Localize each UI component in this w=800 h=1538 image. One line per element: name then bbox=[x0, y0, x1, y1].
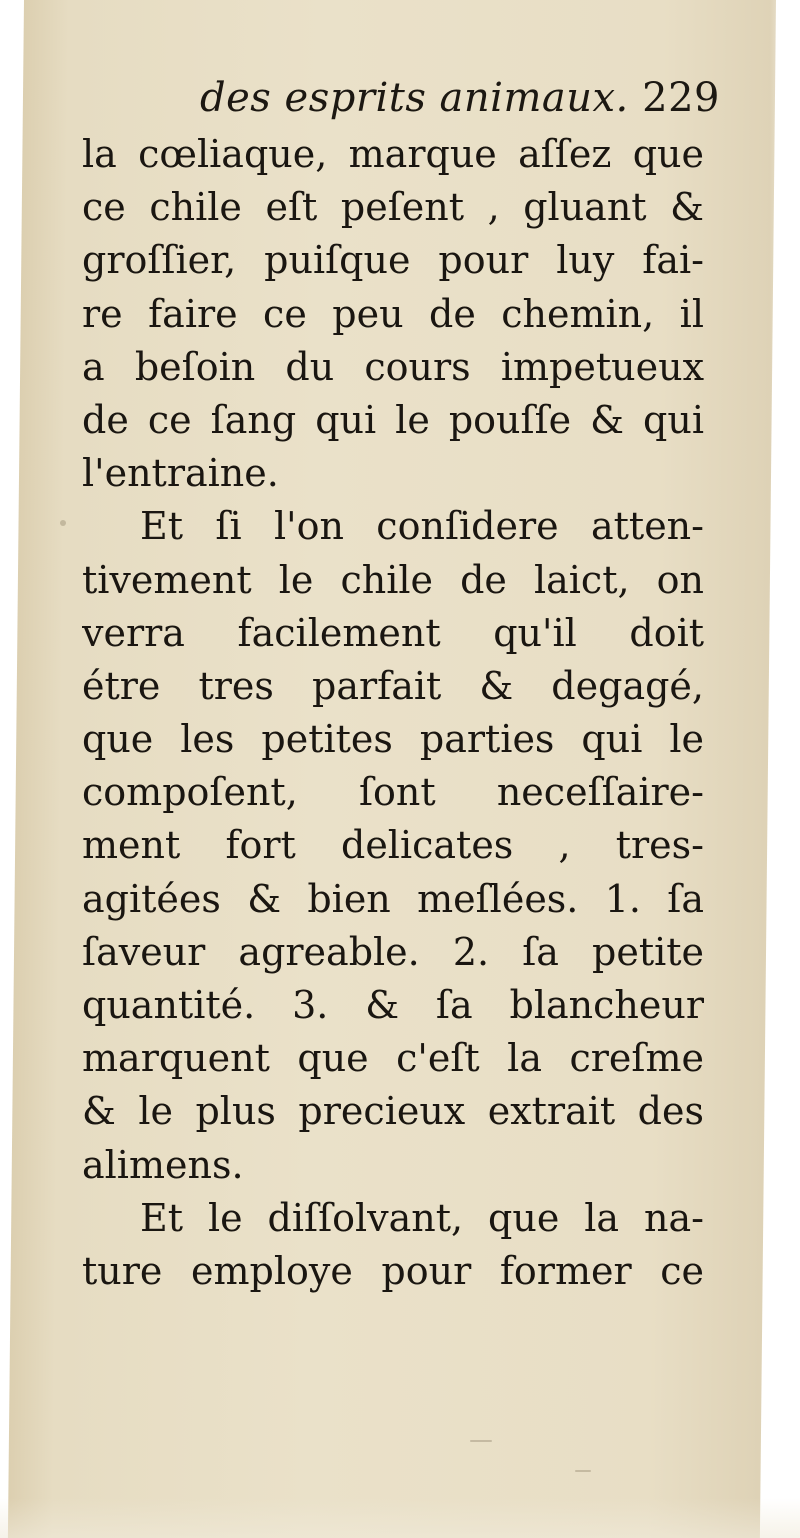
text-line: quantité. 3. & ſa blancheur bbox=[82, 983, 704, 1027]
page-number: 229 bbox=[642, 75, 720, 121]
text-line: marquent que c'eſt la creſme bbox=[82, 1036, 704, 1081]
text-line: alimens. bbox=[82, 1142, 244, 1187]
text-line: que les petites parties qui le bbox=[82, 717, 704, 762]
text-line: a beſoin du cours impetueux bbox=[82, 344, 704, 389]
text-line: la cœliaque, marque aſſez que bbox=[82, 132, 704, 176]
paper-edge bbox=[770, 0, 800, 1538]
text-line: verra facilement qu'il doit bbox=[82, 610, 704, 655]
text-line: groſſier, puiſque pour luy fai- bbox=[82, 238, 704, 283]
paper-speck bbox=[60, 520, 66, 526]
text-line: l'entraine. bbox=[82, 451, 279, 496]
running-head-title: des esprits animaux. bbox=[200, 75, 629, 121]
running-head bbox=[200, 70, 720, 126]
text-line: étre tres parfait & degagé, bbox=[82, 663, 704, 708]
text-line: & le plus precieux extrait des bbox=[82, 1089, 704, 1134]
text-line: ment fort delicates , tres- bbox=[82, 823, 704, 868]
text-line: agitées & bien meſlées. 1. ſa bbox=[82, 876, 704, 921]
text-line: compoſent, ſont neceſſaire- bbox=[82, 770, 704, 815]
text-line: ture employe pour former ce bbox=[82, 1248, 704, 1293]
paper-bottom-edge bbox=[0, 1498, 800, 1538]
paper-speck bbox=[575, 1470, 591, 1472]
text-line: ſaveur agreable. 2. ſa petite bbox=[82, 929, 704, 974]
text-line: ce chile eſt peſent , gluant & bbox=[82, 185, 704, 230]
text-line: de ce ſang qui le pouſſe & qui bbox=[82, 397, 704, 442]
text-line: Et le diſſolvant, que la na- bbox=[140, 1195, 704, 1240]
paper-speck bbox=[470, 1440, 492, 1442]
text-line: re faire ce peu de chemin, il bbox=[82, 291, 704, 336]
text-line: Et ſi l'on conſidere atten- bbox=[140, 504, 704, 549]
body-text bbox=[82, 128, 704, 1298]
text-line: tivement le chile de laict, on bbox=[82, 557, 704, 602]
